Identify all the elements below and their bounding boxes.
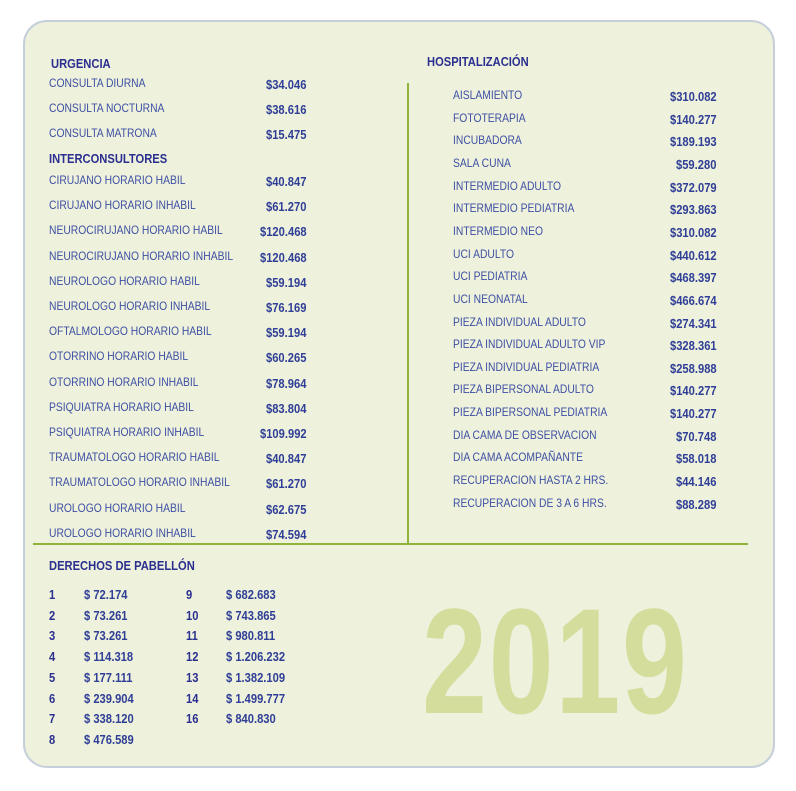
service-name: CIRUJANO HORARIO INHABIL xyxy=(49,198,196,212)
pabellon-number: 7 xyxy=(49,711,56,726)
service-name: PIEZA INDIVIDUAL PEDIATRIA xyxy=(453,360,600,374)
service-price: $293.863 xyxy=(670,202,717,217)
service-price: $34.046 xyxy=(266,77,307,92)
service-price: $76.169 xyxy=(266,300,307,315)
service-price: $59.194 xyxy=(266,325,307,340)
service-price: $310.082 xyxy=(670,89,717,104)
service-name: DIA CAMA ACOMPAÑANTE xyxy=(453,450,583,464)
service-price: $88.289 xyxy=(676,497,717,512)
interconsultores-heading: INTERCONSULTORES xyxy=(49,151,168,166)
service-name: PIEZA INDIVIDUAL ADULTO xyxy=(453,315,586,329)
service-price: $109.992 xyxy=(260,426,307,441)
pabellon-number: 16 xyxy=(186,711,199,726)
service-name: SALA CUNA xyxy=(453,156,511,170)
service-price: $62.675 xyxy=(266,502,307,517)
vertical-divider xyxy=(407,83,409,543)
service-price: $40.847 xyxy=(266,451,307,466)
service-name: RECUPERACION HASTA 2 HRS. xyxy=(453,473,609,487)
service-price: $328.361 xyxy=(670,338,717,353)
service-name: INTERMEDIO NEO xyxy=(453,224,544,238)
pabellon-number: 6 xyxy=(49,691,56,706)
service-price: $120.468 xyxy=(260,250,307,265)
pabellon-price: $ 682.683 xyxy=(226,587,276,602)
pabellon-number: 2 xyxy=(49,608,56,623)
pabellon-price: $ 1.382.109 xyxy=(226,670,286,685)
service-name: INTERMEDIO ADULTO xyxy=(453,179,561,193)
service-name: PIEZA BIPERSONAL ADULTO xyxy=(453,382,594,396)
service-name: CONSULTA NOCTURNA xyxy=(49,101,165,115)
pabellon-number: 13 xyxy=(186,670,199,685)
pabellon-number: 12 xyxy=(186,649,199,664)
service-price: $60.265 xyxy=(266,350,307,365)
pabellon-number: 9 xyxy=(186,587,193,602)
service-price: $372.079 xyxy=(670,180,717,195)
service-name: DIA CAMA DE OBSERVACION xyxy=(453,428,597,442)
hospitalizacion-heading: HOSPITALIZACIÓN xyxy=(427,54,529,69)
pabellon-number: 1 xyxy=(49,587,56,602)
service-price: $15.475 xyxy=(266,127,307,142)
service-price: $140.277 xyxy=(670,383,717,398)
service-price: $120.468 xyxy=(260,224,307,239)
service-name: FOTOTERAPIA xyxy=(453,111,526,125)
service-name: PIEZA INDIVIDUAL ADULTO VIP xyxy=(453,337,606,351)
pabellon-number: 10 xyxy=(186,608,199,623)
service-price: $189.193 xyxy=(670,134,717,149)
pabellon-price: $ 1.206.232 xyxy=(226,649,286,664)
pabellon-number: 14 xyxy=(186,691,199,706)
service-name: INCUBADORA xyxy=(453,133,522,147)
pabellon-price: $ 72.174 xyxy=(84,587,128,602)
service-name: OTORRINO HORARIO INHABIL xyxy=(49,375,199,389)
service-price: $468.397 xyxy=(670,270,717,285)
service-name: UCI ADULTO xyxy=(453,247,514,261)
service-price: $61.270 xyxy=(266,199,307,214)
service-price: $140.277 xyxy=(670,406,717,421)
pabellon-price: $ 114.318 xyxy=(84,649,134,664)
service-name: CONSULTA DIURNA xyxy=(49,76,146,90)
service-name: CONSULTA MATRONA xyxy=(49,126,157,140)
service-name: TRAUMATOLOGO HORARIO HABIL xyxy=(49,450,220,464)
service-price: $140.277 xyxy=(670,112,717,127)
service-price: $59.280 xyxy=(676,157,717,172)
service-name: OTORRINO HORARIO HABIL xyxy=(49,349,189,363)
pabellon-price: $ 840.830 xyxy=(226,711,276,726)
pabellon-price: $ 980.811 xyxy=(226,628,276,643)
service-price: $59.194 xyxy=(266,275,307,290)
service-price: $74.594 xyxy=(266,527,307,542)
service-price: $258.988 xyxy=(670,361,717,376)
pabellon-heading: DERECHOS DE PABELLÓN xyxy=(49,558,195,573)
pabellon-number: 11 xyxy=(186,628,198,643)
pabellon-number: 3 xyxy=(49,628,56,643)
service-name: INTERMEDIO PEDIATRIA xyxy=(453,201,575,215)
service-name: UROLOGO HORARIO HABIL xyxy=(49,501,186,515)
pabellon-price: $ 476.589 xyxy=(84,732,134,747)
pabellon-price: $ 73.261 xyxy=(84,608,128,623)
service-price: $466.674 xyxy=(670,293,717,308)
service-name: NEUROLOGO HORARIO HABIL xyxy=(49,274,200,288)
service-price: $310.082 xyxy=(670,225,717,240)
service-name: UROLOGO HORARIO INHABIL xyxy=(49,526,196,540)
service-price: $38.616 xyxy=(266,102,307,117)
service-name: UCI PEDIATRIA xyxy=(453,269,528,283)
pabellon-price: $ 743.865 xyxy=(226,608,276,623)
pabellon-price: $ 239.904 xyxy=(84,691,134,706)
service-name: UCI NEONATAL xyxy=(453,292,528,306)
service-name: OFTALMOLOGO HORARIO HABIL xyxy=(49,324,212,338)
pabellon-number: 4 xyxy=(49,649,56,664)
service-price: $440.612 xyxy=(670,248,717,263)
service-name: PSIQUIATRA HORARIO INHABIL xyxy=(49,425,205,439)
service-name: AISLAMIENTO xyxy=(453,88,523,102)
service-price: $70.748 xyxy=(676,429,717,444)
service-name: NEUROCIRUJANO HORARIO HABIL xyxy=(49,223,223,237)
horizontal-divider xyxy=(33,543,748,545)
pabellon-price: $ 73.261 xyxy=(84,628,128,643)
pabellon-number: 5 xyxy=(49,670,56,685)
service-name: PIEZA BIPERSONAL PEDIATRIA xyxy=(453,405,608,419)
pabellon-price: $ 177.111 xyxy=(84,670,133,685)
service-price: $83.804 xyxy=(266,401,307,416)
pabellon-price: $ 338.120 xyxy=(84,711,134,726)
service-price: $58.018 xyxy=(676,451,717,466)
urgencia-heading: URGENCIA xyxy=(51,56,111,71)
service-name: CIRUJANO HORARIO HABIL xyxy=(49,173,186,187)
service-name: NEUROCIRUJANO HORARIO INHABIL xyxy=(49,249,234,263)
service-name: NEUROLOGO HORARIO INHABIL xyxy=(49,299,211,313)
service-price: $40.847 xyxy=(266,174,307,189)
service-name: RECUPERACION DE 3 A 6 HRS. xyxy=(453,496,607,510)
service-name: PSIQUIATRA HORARIO HABIL xyxy=(49,400,194,414)
pabellon-price: $ 1.499.777 xyxy=(226,691,286,706)
service-price: $61.270 xyxy=(266,476,307,491)
service-price: $274.341 xyxy=(670,316,717,331)
pabellon-number: 8 xyxy=(49,732,56,747)
service-price: $44.146 xyxy=(676,474,717,489)
service-name: TRAUMATOLOGO HORARIO INHABIL xyxy=(49,475,230,489)
year-watermark: 2019 xyxy=(422,577,689,745)
service-price: $78.964 xyxy=(266,376,307,391)
